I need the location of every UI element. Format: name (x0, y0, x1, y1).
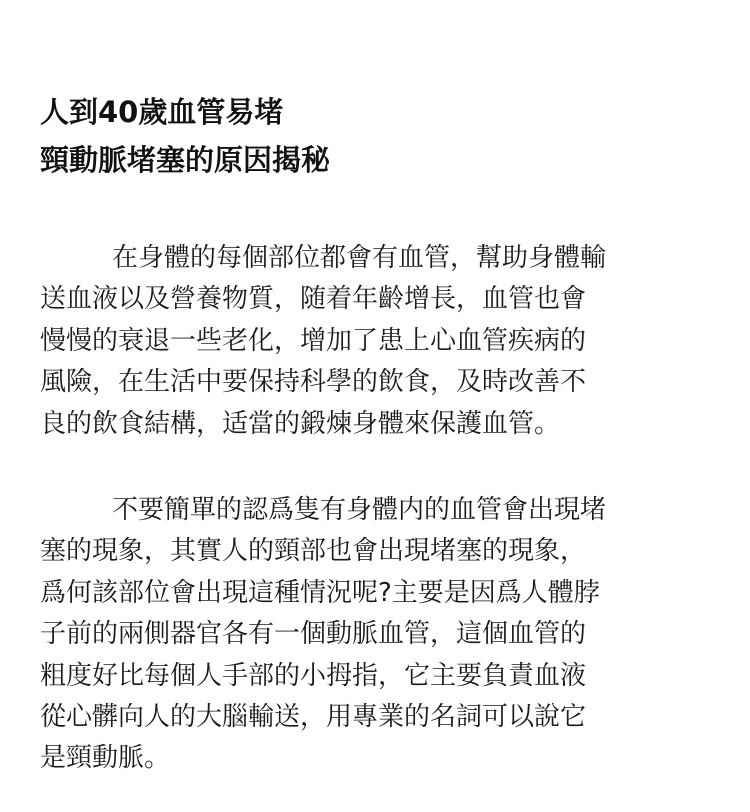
article-title (40, 88, 720, 184)
paragraph-line: 不要簡單的認爲隻有身體内的血管會出現堵 (112, 495, 607, 525)
paragraph-line: 在身體的每個部位都會有血管，幫助身體輸 (112, 243, 607, 273)
paragraph-line: 慢慢的衰退一些老化，增加了患上心血管疾病的 (40, 325, 587, 356)
title-line-1: 人到40歲血管易堵 (40, 95, 284, 129)
paragraph-line: 從心髒向人的大腦輸送，用專業的名詞可以說它 (40, 702, 587, 733)
paragraph-line: 子前的兩側器官各有一個動脈血管，這個血管的 (40, 619, 587, 650)
paragraph-1 (40, 238, 720, 445)
paragraph-2 (40, 490, 720, 780)
title-line-2: 頸動脈堵塞的原因揭秘 (40, 143, 331, 177)
paragraph-line: 粗度好比每個人手部的小拇指，它主要負責血液 (40, 660, 587, 691)
paragraph-line: 塞的現象，其實人的頸部也會出現堵塞的現象， (40, 536, 587, 567)
paragraph-line: 良的飲食結構，适當的鍛煉身體來保護血管。 (40, 408, 561, 439)
paragraph-line: 送血液以及營養物質，随着年齡增長，血管也會 (40, 284, 587, 315)
paragraph-line: 是頸動脈。 (40, 743, 171, 774)
paragraph-line: 爲何該部位會出現這種情況呢?主要是因爲人體脖 (40, 577, 600, 608)
paragraph-line: 風險，在生活中要保持科學的飲食，及時改善不 (40, 367, 587, 398)
